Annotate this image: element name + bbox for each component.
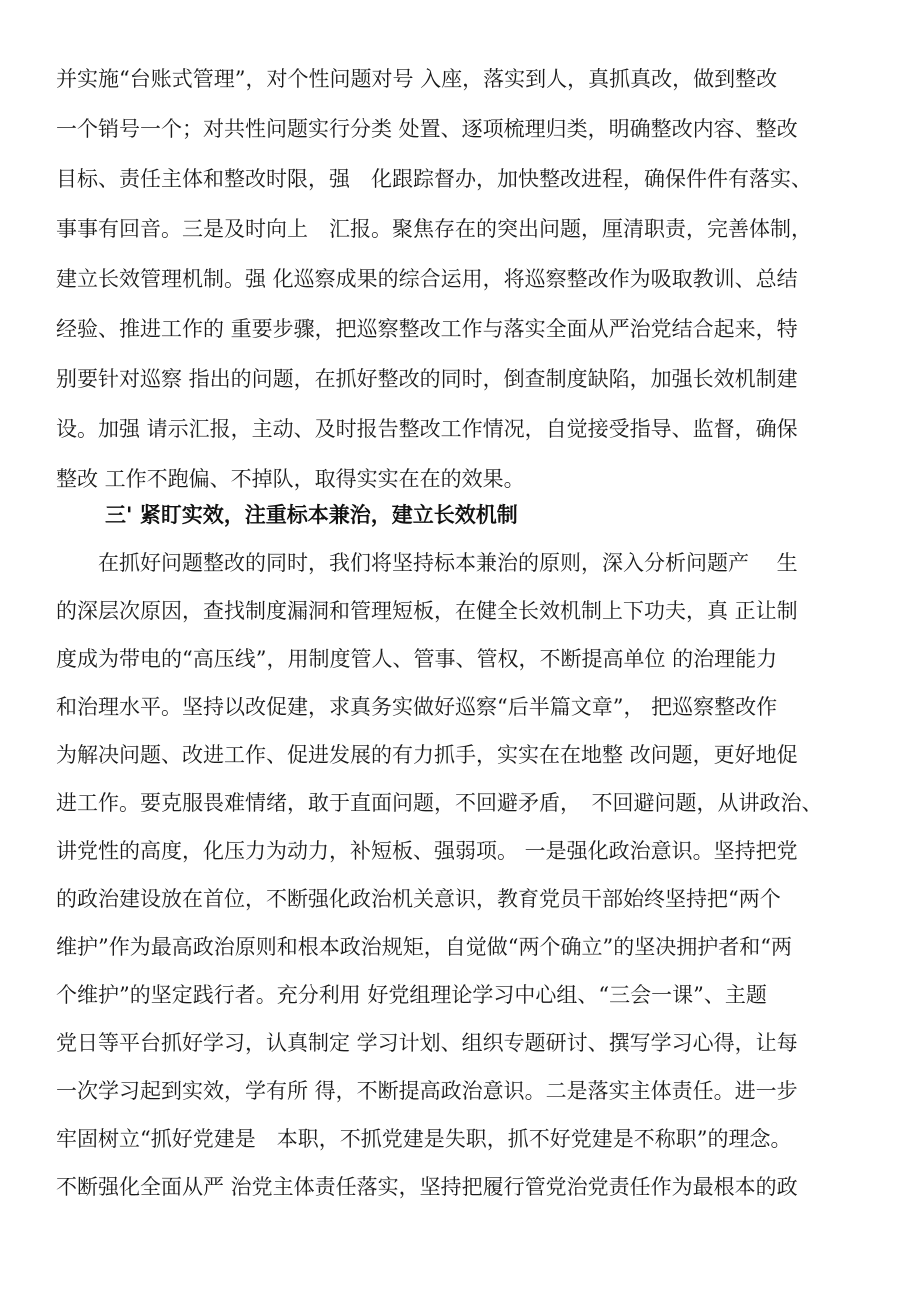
text-line: 并实施“台账式管理”，对个性问题对号 入座，落实到人，真抓真改，做到整改 bbox=[56, 67, 778, 91]
text-line: 和治理水平。坚持以改促建，求真务实做好巡察“后半篇文章”， 把巡察整改作 bbox=[56, 695, 778, 719]
text-line: 设。加强 请示汇报，主动、及时报告整改工作情况，自觉接受指导、监督，确保 bbox=[56, 417, 798, 441]
section-heading: 三' 紧盯实效，注重标本兼治，建立长效机制 bbox=[105, 503, 518, 527]
text-line: 为解决问题、改进工作、促进发展的有力抓手，实实在在地整 改问题，更好地促 bbox=[56, 743, 798, 767]
text-line: 讲党性的高度，化压力为动力，补短板、强弱项。 一是强化政治意识。坚持把党 bbox=[56, 839, 798, 863]
text-line: 度成为带电的“高压线”，用制度管人、管事、管权，不断提高单位 的治理能力 bbox=[56, 647, 778, 671]
paragraph-block-2 bbox=[56, 548, 886, 1199]
text-line: 的深层次原因，查找制度漏洞和管理短板，在健全长效机制上下功夫，真 正让制 bbox=[56, 599, 798, 623]
text-line: 个维护”的坚定践行者。充分利用 好党组理论学习中心组、“三会一课”、主题 bbox=[56, 983, 767, 1007]
text-line: 建立长效管理机制。强 化巡察成果的综合运用，将巡察整改作为吸取教训、总结 bbox=[56, 267, 798, 291]
text-line: 一次学习起到实效，学有所 得，不断提高政治意识。二是落实主体责任。进一步 bbox=[56, 1079, 798, 1103]
text-line: 维护”作为最高政治原则和根本政治规矩，自觉做“两个确立”的坚决拥护者和“两 bbox=[56, 935, 792, 959]
paragraph-block-1 bbox=[56, 64, 886, 491]
text-line: 不断强化全面从严 治党主体责任落实，坚持把履行管党治党责任作为最根本的政 bbox=[56, 1175, 798, 1199]
text-line: 一个销号一个；对共性问题实行分类 处置、逐项梳理归类，明确整改内容、整改 bbox=[56, 117, 798, 141]
text-line: 经验、推进工作的 重要步骤，把巡察整改工作与落实全面从严治党结合起来，特 bbox=[56, 317, 798, 341]
text-line: 别要针对巡察 指出的问题，在抓好整改的同时，倒查制度缺陷，加强长效机制建 bbox=[56, 367, 798, 391]
text-line: 整改 工作不跑偏、不掉队，取得实实在在的效果。 bbox=[56, 467, 525, 491]
text-line: 在抓好问题整改的同时，我们将坚持标本兼治的原则，深入分析问题产 生 bbox=[56, 551, 798, 575]
text-line: 事事有回音。三是及时向上 汇报。聚焦存在的突出问题，厘清职责，完善体制， bbox=[56, 217, 812, 241]
text-line: 牢固树立“抓好党建是 本职，不抓党建是失职，抓不好党建是不称职”的理念。 bbox=[56, 1127, 792, 1151]
text-line: 目标、责任主体和整改时限，强 化跟踪督办，加快整改进程，确保件件有落实、 bbox=[56, 167, 812, 191]
text-line: 的政治建设放在首位，不断强化政治机关意识，教育党员干部始终坚持把“两个 bbox=[56, 887, 781, 911]
text-line: 党日等平台抓好学习，认真制定 学习计划、组织专题研讨、撰写学习心得，让每 bbox=[56, 1031, 798, 1055]
text-line: 进工作。要克服畏难情绪，敢于直面问题，不回避矛盾， 不回避问题，从讲政治、 bbox=[56, 791, 823, 815]
